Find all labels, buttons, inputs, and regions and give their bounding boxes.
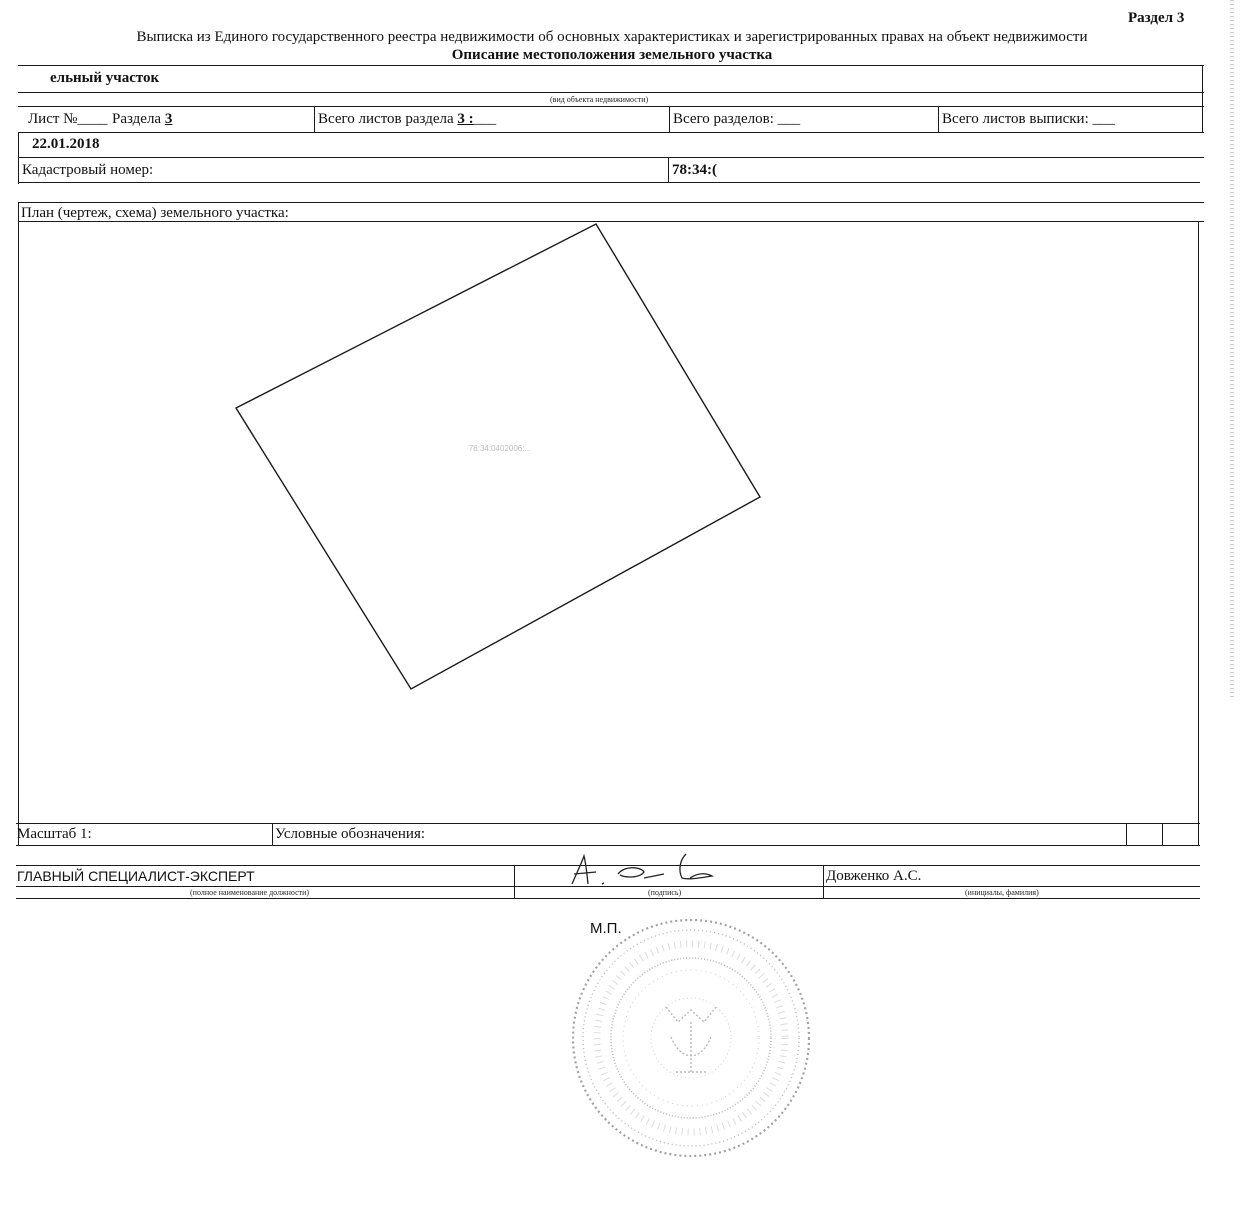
section-label: Раздел 3 bbox=[1128, 10, 1185, 26]
sheet-number-label: Лист №____ bbox=[28, 111, 108, 127]
issue-date: 22.01.2018 bbox=[32, 136, 100, 152]
object-type: ельный участок bbox=[50, 70, 160, 86]
cadastral-number: 78:34:( bbox=[672, 162, 717, 178]
plan-label: План (чертеж, схема) земельного участка: bbox=[21, 205, 289, 221]
cadastral-label: Кадастровый номер: bbox=[22, 162, 154, 178]
document-title: Выписка из Единого государственного реестра недвижимости об основных характеристиках и зарегистрированных правах на объект недвижимости bbox=[136, 29, 1088, 45]
position-caption: (полное наименование должности) bbox=[190, 888, 310, 897]
name-caption: (инициалы, фамилия) bbox=[965, 888, 1039, 897]
section-of-label: Раздела 3 bbox=[112, 111, 173, 127]
object-type-caption: (вид объекта недвижимости) bbox=[550, 95, 649, 104]
document-subtitle: Описание местоположения земельного участка bbox=[451, 47, 773, 63]
sheets-in-section-value: 3 : bbox=[457, 111, 474, 127]
scale-label: Масштаб 1: bbox=[17, 826, 92, 842]
handwritten-signature bbox=[560, 850, 720, 890]
total-sheets: Всего листов выписки: ___ bbox=[942, 111, 1115, 127]
section-of-value: 3 bbox=[164, 111, 173, 127]
stamp-place-label: М.П. bbox=[590, 920, 622, 937]
official-seal bbox=[566, 912, 816, 1162]
sheets-in-section: Всего листов раздела 3 :___ bbox=[318, 111, 497, 127]
signer-name: Довженко А.С. bbox=[826, 868, 922, 884]
parcel-label: 78:34:0402006:... bbox=[468, 444, 532, 453]
signature-caption: (подпись) bbox=[648, 888, 682, 897]
parcel-boundary bbox=[236, 224, 760, 689]
total-sections: Всего разделов: ___ bbox=[673, 111, 801, 127]
position-title: ГЛАВНЫЙ СПЕЦИАЛИСТ-ЭКСПЕРТ bbox=[17, 868, 255, 884]
legend-label: Условные обозначения: bbox=[275, 826, 426, 842]
